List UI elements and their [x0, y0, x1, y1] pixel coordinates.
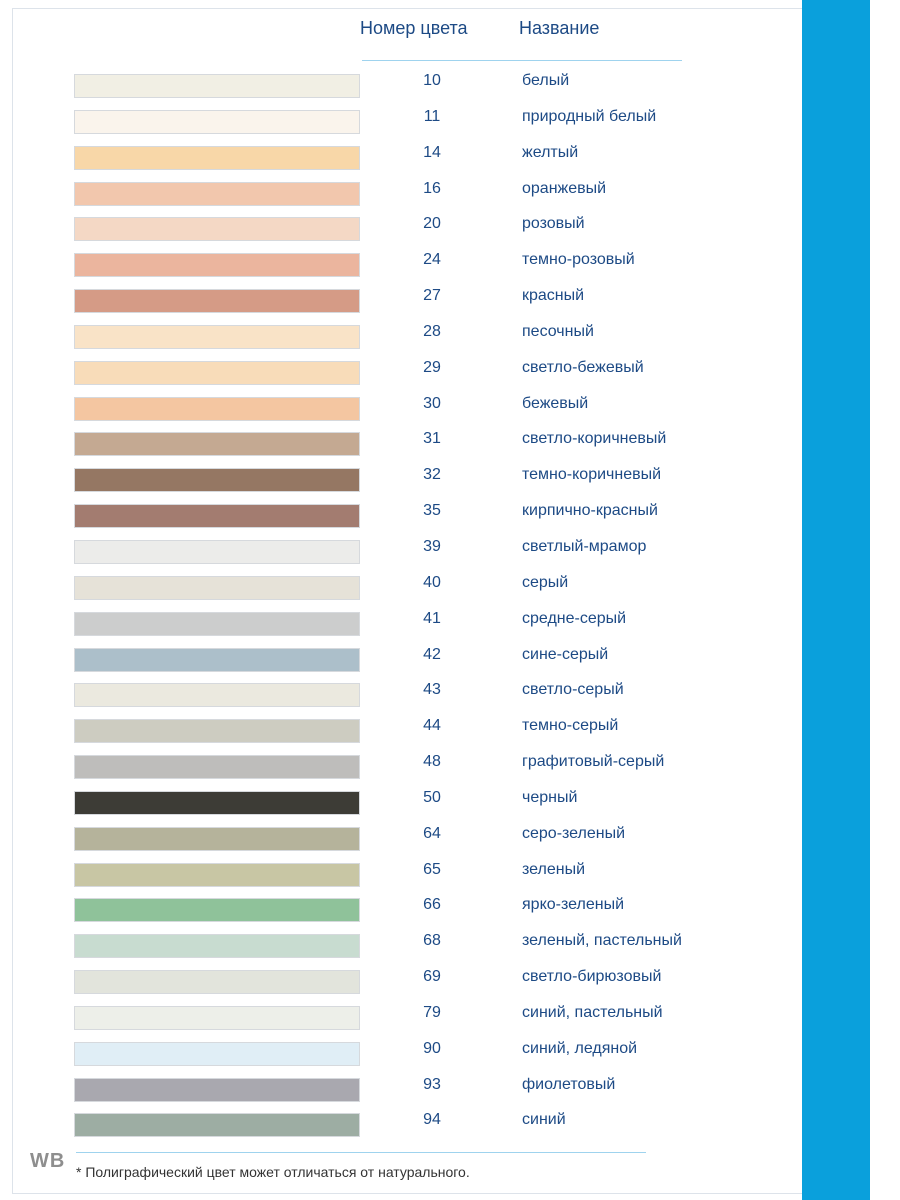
color-name: оранжевый: [522, 179, 607, 197]
color-swatch: [74, 110, 360, 134]
color-swatch: [74, 612, 360, 636]
color-swatch: [74, 361, 360, 385]
color-name: средне-серый: [522, 609, 627, 627]
column-header-number: Номер цвета: [360, 18, 468, 38]
color-swatch: [74, 827, 360, 851]
color-name: красный: [522, 287, 585, 305]
color-swatch: [74, 146, 360, 170]
color-swatch: [74, 540, 360, 564]
color-number: 48: [423, 753, 441, 771]
color-row: [0, 72, 900, 108]
color-name: фиолетовый: [522, 1075, 616, 1093]
color-swatch: [74, 934, 360, 958]
color-name: розовый: [522, 215, 585, 233]
color-row: [0, 538, 900, 574]
color-swatch: [74, 719, 360, 743]
color-row: [0, 430, 900, 466]
color-number: 50: [423, 788, 441, 806]
color-name: кирпично-красный: [522, 502, 658, 520]
color-swatch: [74, 397, 360, 421]
color-number: 10: [423, 72, 441, 89]
color-number: 93: [423, 1075, 441, 1093]
color-name: темно-коричневый: [522, 466, 662, 484]
color-name: светлый-мрамор: [522, 537, 647, 555]
color-swatch: [74, 648, 360, 672]
color-row: [0, 968, 900, 1004]
color-row: [0, 610, 900, 646]
color-swatch: [74, 1078, 360, 1102]
color-swatch: [74, 1113, 360, 1137]
color-row: [0, 251, 900, 287]
color-name: светло-бежевый: [522, 358, 644, 376]
header-divider: [362, 60, 682, 61]
footer-divider: [76, 1152, 646, 1153]
color-name: сине-серый: [522, 645, 609, 663]
color-swatch: [74, 325, 360, 349]
color-number: 65: [423, 860, 441, 878]
color-row: [0, 825, 900, 861]
color-name: графитовый-серый: [522, 753, 665, 771]
column-header-name: Название: [519, 18, 600, 38]
color-name: ярко-зеленый: [522, 896, 624, 914]
color-swatch: [74, 898, 360, 922]
color-row: [0, 1040, 900, 1076]
color-row: [0, 681, 900, 717]
color-row: [0, 359, 900, 395]
color-swatch: [74, 468, 360, 492]
color-number: 66: [423, 896, 441, 914]
color-name: серый: [522, 573, 569, 591]
color-name: светло-коричневый: [522, 430, 667, 448]
color-number: 20: [423, 215, 441, 233]
color-swatch: [74, 970, 360, 994]
color-swatch: [74, 432, 360, 456]
color-number: 29: [423, 358, 441, 376]
color-name: природный белый: [522, 107, 657, 125]
color-row: [0, 1111, 900, 1147]
color-name: темно-розовый: [522, 251, 635, 269]
color-swatch: [74, 74, 360, 98]
color-name: песочный: [522, 322, 594, 340]
table-header: [0, 10, 900, 50]
color-swatch: [74, 576, 360, 600]
color-number: 69: [423, 968, 441, 986]
color-number: 16: [423, 179, 441, 197]
color-swatch: [74, 1006, 360, 1030]
color-number: 28: [423, 322, 441, 340]
color-name: синий, пастельный: [522, 1003, 663, 1021]
color-row: [0, 395, 900, 431]
color-name: серо-зеленый: [522, 824, 626, 842]
color-number: 68: [423, 932, 441, 950]
color-number: 43: [423, 681, 441, 699]
color-number: 39: [423, 537, 441, 555]
color-number: 42: [423, 645, 441, 663]
color-number: 64: [423, 824, 441, 842]
color-swatch: [74, 1042, 360, 1066]
color-number: 14: [423, 143, 441, 161]
color-number: 11: [423, 107, 441, 125]
color-name: черный: [522, 788, 578, 806]
color-number: 32: [423, 466, 441, 484]
color-swatch: [74, 253, 360, 277]
color-row: [0, 896, 900, 932]
color-swatch: [74, 504, 360, 528]
color-name: темно-серый: [522, 717, 619, 735]
color-row: [0, 789, 900, 825]
color-row: [0, 932, 900, 968]
color-row: [0, 287, 900, 323]
color-name: зеленый: [522, 860, 586, 878]
color-row: [0, 646, 900, 682]
color-swatch: [74, 217, 360, 241]
color-name: желтый: [522, 143, 579, 161]
color-name: зеленый, пастельный: [522, 932, 682, 950]
color-row: [0, 180, 900, 216]
color-number: 41: [423, 609, 441, 627]
color-row: [0, 753, 900, 789]
color-number: 31: [423, 430, 441, 448]
color-name: синий: [522, 1111, 566, 1129]
color-name: синий, ледяной: [522, 1039, 638, 1057]
color-swatch: [74, 863, 360, 887]
color-name: светло-серый: [522, 681, 624, 699]
color-name: светло-бирюзовый: [522, 968, 662, 986]
color-row: [0, 108, 900, 144]
color-swatch: [74, 289, 360, 313]
color-number: 30: [423, 394, 441, 412]
color-row: [0, 323, 900, 359]
wb-watermark: WB: [30, 1150, 66, 1172]
color-swatch: [74, 755, 360, 779]
color-number: 27: [423, 287, 441, 305]
color-list: [0, 72, 900, 1147]
color-number: 24: [423, 251, 441, 269]
footnote: * Полиграфический цвет может отличаться от натурального.: [76, 1164, 470, 1180]
color-row: [0, 574, 900, 610]
color-number: 90: [423, 1039, 441, 1057]
color-row: [0, 717, 900, 753]
color-row: [0, 502, 900, 538]
color-number: 79: [423, 1003, 441, 1021]
color-row: [0, 215, 900, 251]
color-row: [0, 861, 900, 897]
color-name: бежевый: [522, 394, 589, 412]
color-row: [0, 1004, 900, 1040]
color-swatch: [74, 791, 360, 815]
color-row: [0, 466, 900, 502]
color-row: [0, 144, 900, 180]
color-number: 44: [423, 717, 441, 735]
color-swatch: [74, 182, 360, 206]
color-swatch: [74, 683, 360, 707]
color-number: 35: [423, 502, 441, 520]
color-number: 40: [423, 573, 441, 591]
color-row: [0, 1076, 900, 1112]
color-number: 94: [423, 1111, 441, 1129]
color-name: белый: [522, 72, 570, 89]
